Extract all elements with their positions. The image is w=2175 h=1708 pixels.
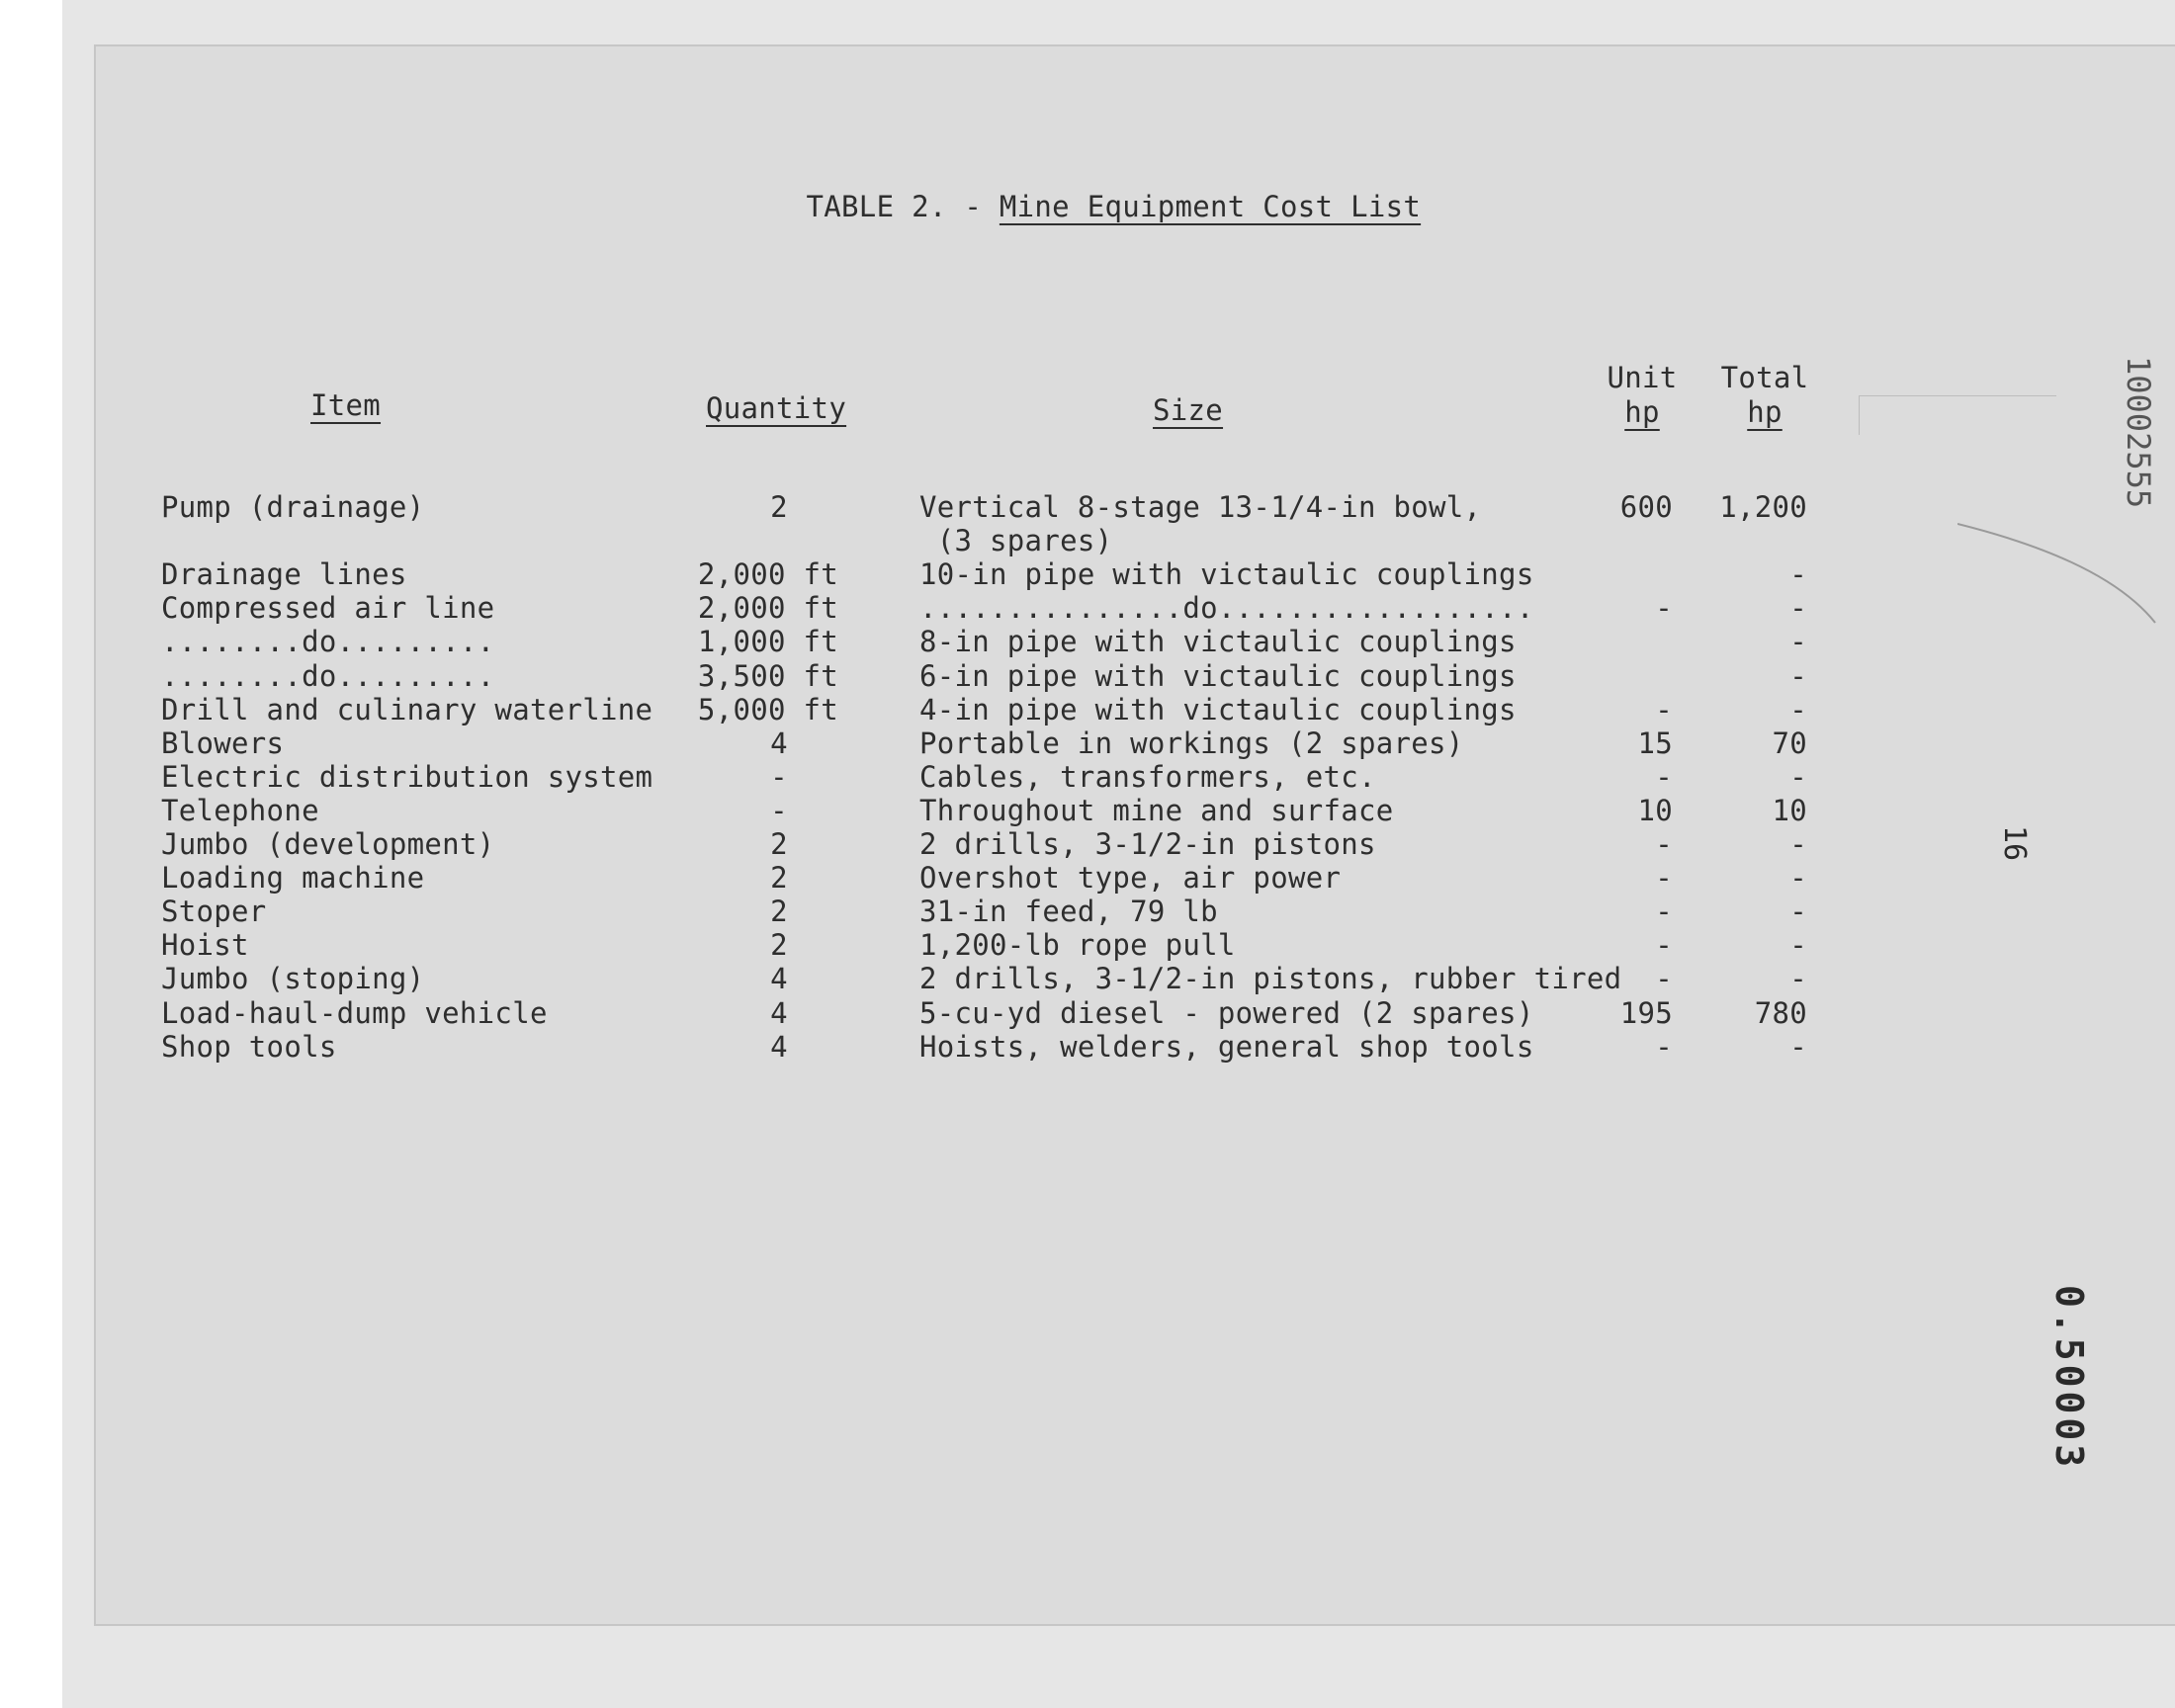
table-cell-size: 2 drills, 3-1/2-in pistons, rubber tired bbox=[919, 962, 1622, 996]
table-cell-size: 1,200-lb rope pull bbox=[919, 928, 1236, 963]
scan-artifact-curve bbox=[1958, 514, 2175, 633]
table-cell-quantity: 2,000 ft bbox=[697, 591, 838, 626]
table-cell-item: Load-haul-dump vehicle bbox=[161, 995, 548, 1030]
table-cell-quantity: 4 bbox=[770, 726, 788, 760]
table-cell-item: Telephone bbox=[161, 793, 319, 827]
table-cell-quantity: 4 bbox=[770, 1029, 788, 1064]
table-cell-size: Throughout mine and surface bbox=[919, 793, 1394, 827]
table-title-prefix: TABLE 2. - bbox=[806, 190, 1000, 223]
table-cell-quantity: 1,000 ft bbox=[697, 625, 838, 659]
table-cell-size: 6-in pipe with victaulic couplings bbox=[919, 658, 1517, 693]
table-cell-unit-hp: - bbox=[1655, 827, 1673, 861]
table-cell-quantity: 2 bbox=[770, 895, 788, 929]
header-quantity: Quantity bbox=[706, 391, 847, 425]
page-number: 16 bbox=[1997, 825, 2032, 862]
table-cell-item: Compressed air line bbox=[161, 591, 495, 626]
table-cell-unit-hp: - bbox=[1655, 1029, 1673, 1064]
header-unit-hp-line2: hp bbox=[1624, 395, 1660, 429]
table-cell-size: (3 spares) bbox=[919, 524, 1113, 558]
table-cell-item: Drill and culinary waterline bbox=[161, 692, 653, 726]
table-cell-unit-hp: 600 bbox=[1619, 490, 1673, 524]
table-cell-size: Overshot type, air power bbox=[919, 861, 1342, 896]
margin-stamp-bottom: 0.50003 bbox=[2047, 1285, 2091, 1472]
table-cell-size: Vertical 8-stage 13-1/4-in bowl, bbox=[919, 490, 1482, 524]
table-cell-item: Loading machine bbox=[161, 861, 425, 896]
table-cell-item: Blowers bbox=[161, 726, 285, 760]
table-cell-size: Hoists, welders, general shop tools bbox=[919, 1029, 1534, 1064]
table-cell-item: Shop tools bbox=[161, 1029, 337, 1064]
header-size: Size bbox=[1153, 393, 1224, 427]
table-cell-item: Jumbo (development) bbox=[161, 827, 495, 861]
table-cell-total-hp: - bbox=[1789, 1029, 1807, 1064]
table-cell-quantity: 2 bbox=[770, 827, 788, 861]
table-cell-total-hp: - bbox=[1789, 557, 1807, 592]
table-cell-quantity: 2 bbox=[770, 490, 788, 524]
table-cell-total-hp: - bbox=[1789, 692, 1807, 726]
header-item: Item bbox=[310, 388, 382, 422]
table-cell-total-hp: - bbox=[1789, 861, 1807, 896]
table-cell-unit-hp: 195 bbox=[1619, 995, 1673, 1030]
header-total-hp-line1: Total bbox=[1720, 361, 1809, 394]
table-cell-total-hp: 10 bbox=[1772, 793, 1807, 827]
table-cell-total-hp: - bbox=[1789, 827, 1807, 861]
table-cell-quantity: 3,500 ft bbox=[697, 658, 838, 693]
margin-stamp-top: 10002555 bbox=[2120, 356, 2157, 509]
table-cell-unit-hp: - bbox=[1655, 928, 1673, 963]
table-cell-total-hp: 780 bbox=[1754, 995, 1807, 1030]
table-cell-size: Cables, transformers, etc. bbox=[919, 759, 1376, 794]
table-cell-total-hp: - bbox=[1789, 895, 1807, 929]
table-cell-size: 10-in pipe with victaulic couplings bbox=[919, 557, 1534, 592]
table-cell-item: Electric distribution system bbox=[161, 759, 653, 794]
table-cell-total-hp: - bbox=[1789, 962, 1807, 996]
table-cell-unit-hp: - bbox=[1655, 861, 1673, 896]
table-cell-quantity: - bbox=[770, 759, 788, 794]
table-cell-unit-hp: - bbox=[1655, 759, 1673, 794]
table-cell-item: Pump (drainage) bbox=[161, 490, 425, 524]
table-cell-quantity: 2,000 ft bbox=[697, 557, 838, 592]
table-cell-size: Portable in workings (2 spares) bbox=[919, 726, 1464, 760]
table-cell-item: Drainage lines bbox=[161, 557, 407, 592]
table-cell-item: ........do......... bbox=[161, 658, 495, 693]
table-cell-total-hp: - bbox=[1789, 658, 1807, 693]
table-cell-unit-hp: - bbox=[1655, 692, 1673, 726]
table-cell-size: ...............do.................. bbox=[919, 591, 1534, 626]
table-cell-total-hp: 70 bbox=[1772, 726, 1807, 760]
table-cell-unit-hp: - bbox=[1655, 895, 1673, 929]
table-cell-unit-hp: - bbox=[1655, 591, 1673, 626]
table-cell-total-hp: - bbox=[1789, 759, 1807, 794]
scan-artifact-line bbox=[1859, 395, 2056, 396]
header-unit-hp-line1: Unit bbox=[1607, 361, 1678, 394]
table-cell-quantity: 5,000 ft bbox=[697, 692, 838, 726]
table-cell-item: Stoper bbox=[161, 895, 267, 929]
table-cell-size: 5-cu-yd diesel - powered (2 spares) bbox=[919, 995, 1534, 1030]
header-total-hp-line2: hp bbox=[1747, 395, 1783, 429]
table-cell-quantity: 2 bbox=[770, 861, 788, 896]
table-cell-total-hp: - bbox=[1789, 625, 1807, 659]
table-title bbox=[771, 156, 1421, 223]
table-cell-quantity: 4 bbox=[770, 962, 788, 996]
table-cell-quantity: 2 bbox=[770, 928, 788, 963]
table-cell-unit-hp: - bbox=[1655, 962, 1673, 996]
table-cell-size: 4-in pipe with victaulic couplings bbox=[919, 692, 1517, 726]
table-cell-total-hp: 1,200 bbox=[1719, 490, 1807, 524]
table-cell-unit-hp: 15 bbox=[1637, 726, 1673, 760]
table-cell-total-hp: - bbox=[1789, 591, 1807, 626]
table-cell-item: ........do......... bbox=[161, 625, 495, 659]
table-cell-unit-hp: 10 bbox=[1637, 793, 1673, 827]
table-cell-quantity: 4 bbox=[770, 995, 788, 1030]
table-cell-item: Jumbo (stoping) bbox=[161, 962, 425, 996]
table-cell-size: 31-in feed, 79 lb bbox=[919, 895, 1218, 929]
table-cell-item: Hoist bbox=[161, 928, 249, 963]
table-cell-size: 2 drills, 3-1/2-in pistons bbox=[919, 827, 1376, 861]
table-cell-size: 8-in pipe with victaulic couplings bbox=[919, 625, 1517, 659]
table-cell-quantity: - bbox=[770, 793, 788, 827]
table-cell-total-hp: - bbox=[1789, 928, 1807, 963]
table-title-main: Mine Equipment Cost List bbox=[999, 190, 1422, 223]
scan-artifact-line bbox=[1859, 395, 1860, 435]
